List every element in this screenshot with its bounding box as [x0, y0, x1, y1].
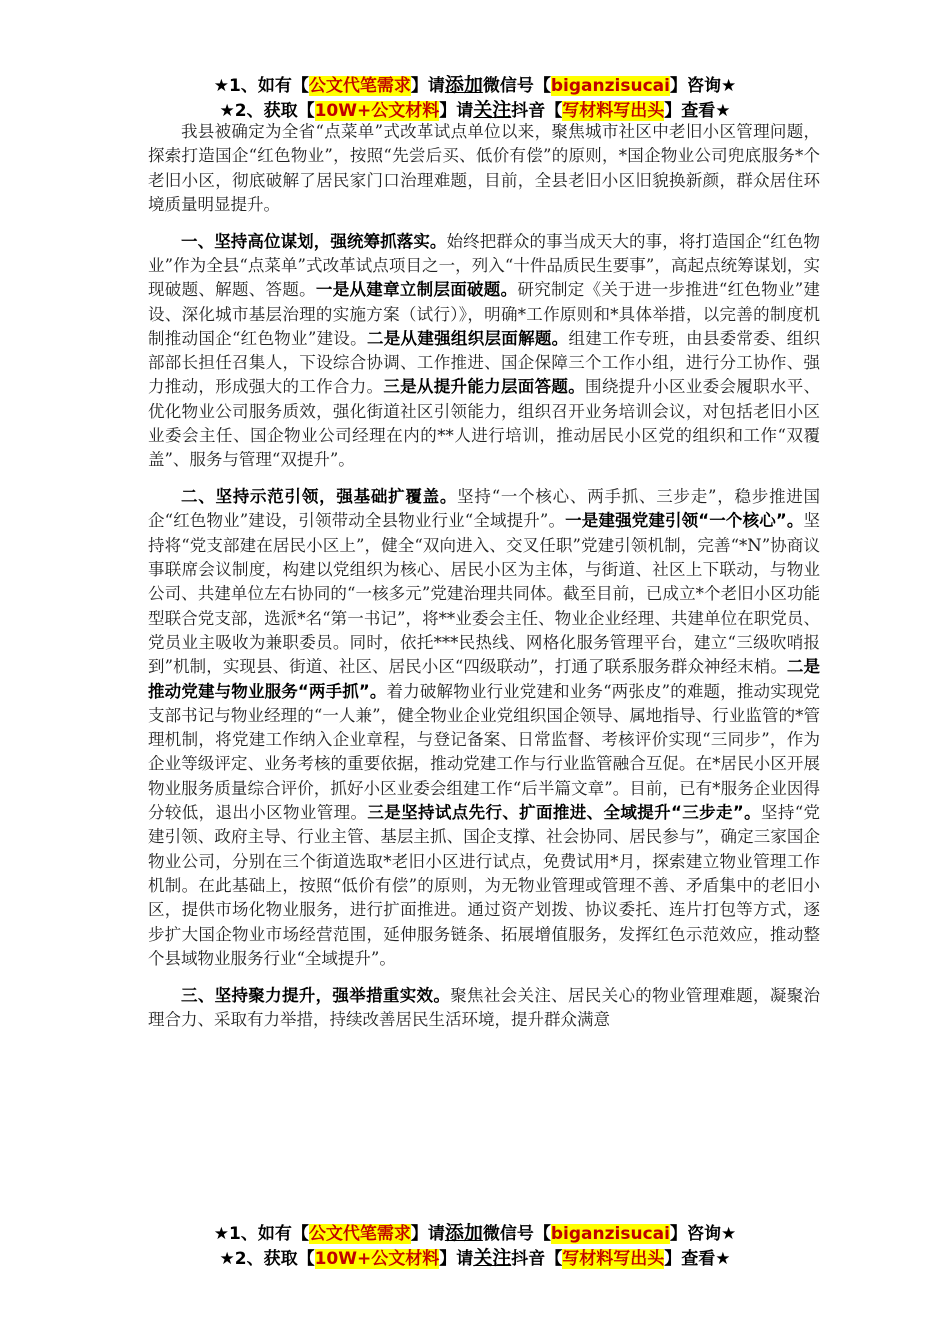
section-3-paragraph — [148, 984, 820, 1033]
promo-highlight: 10W+公文材料 — [314, 1249, 440, 1269]
promo-text: 】咨询★ — [669, 1224, 737, 1244]
promo-text: 】咨询★ — [669, 76, 737, 96]
promo-text: ★1、如有【 — [213, 76, 309, 96]
body-text: 始终把群众的事当成天大的事，将打造国企“红色物业”作为全县“点菜单”式改革试点项目之一，列入“十件品质民生要事”，高起点统筹谋划，实现破题、解题、答题。 — [148, 231, 820, 300]
header-promo-line-2 — [0, 95, 950, 122]
point-heading: 一是建强党建引领“一个核心”。 — [565, 511, 804, 531]
promo-text: ★2、获取【 — [219, 1249, 315, 1269]
promo-text: 】查看★ — [664, 101, 731, 121]
body-text: 聚焦社会关注、居民关心的物业管理难题，凝聚治理合力、采取有力举措，持续改善居民生活环境，提升群众满意 — [148, 985, 821, 1029]
wechat-id-highlight: biganzisucai — [550, 1224, 670, 1244]
body-text: 组建工作专班，由县委常委、组织部部长担任召集人，下设综合协调、工作推进、国企保障三个工作小组，进行分工协作、强力推动，形成强大的工作合力。 — [148, 328, 821, 397]
promo-text: 】请 — [439, 1249, 474, 1269]
promo-text: 微信号【 — [482, 76, 551, 96]
promo-emphasis: 关注 — [473, 99, 512, 121]
point-heading: 三是从提升能力层面答题。 — [383, 377, 586, 397]
point-heading: 一是从建章立制层面破题。 — [315, 280, 518, 300]
promo-emphasis: 添加 — [444, 74, 483, 96]
point-heading: 三是坚持试点先行、扩面推进、全域提升“三步走”。 — [367, 803, 761, 823]
promo-highlight: 公文代笔需求 — [308, 1224, 411, 1244]
body-text: 坚持“党建引领、政府主导、行业主管、基层主抓、国企支撑、社会协同、居民参与”，确定三家国企物业公司，分别在三个街道选取*老旧小区进行试点，免费试用*月，探索建立物业管理工作机制。在此基础上，按照“低价有偿”的原则，为无物业管理或管理不善、矛盾集中的老旧小区，提供市场化物业服务，进行扩面推进。通过资产划拨、协议委托、连片打包等方式，逐步扩大国企物业市场经营范围，延伸服务链条、拓展增值服务，发挥红色示范效应，推动整个县域物业服务行业“全域提升”。 — [148, 803, 821, 968]
wechat-id-highlight: biganzisucai — [550, 76, 670, 96]
section-2-paragraph — [148, 485, 820, 971]
body-text: 围绕提升小区业委会履职水平、优化物业公司服务质效，强化街道社区引领能力，组织召开业务培训会议，对包括老旧小区业委会主任、国企物业公司经理在内的**人进行培训，推动居民小区党的组织和工作“双覆盖”、服务与管理“双提升”。 — [148, 377, 821, 470]
intro-paragraph: 我县被确定为全省“点菜单”式改革试点单位以来，聚焦城市社区中老旧小区管理问题，探索打造国企“红色物业”，按照“先尝后买、低价有偿”的原则，*国企物业公司兜底服务*个老旧小区，彻底破解了居民家门口治理难题，目前，全县老旧小区旧貌换新颜，群众居住环境质量明显提升。 — [148, 122, 820, 214]
promo-highlight: 公文代笔需求 — [308, 76, 411, 96]
promo-text: 】请 — [439, 101, 474, 121]
promo-text: 】请 — [410, 1224, 445, 1244]
section-1-paragraph — [148, 230, 820, 473]
footer-promo-line-1 — [0, 1218, 950, 1245]
promo-emphasis: 关注 — [473, 1247, 512, 1269]
douyin-account-highlight: 写材料写出头 — [562, 1249, 665, 1269]
point-heading: 二是从建强组织层面解题。 — [366, 328, 569, 348]
promo-text: 抖音【 — [511, 101, 563, 121]
section-heading: 一、坚持高位谋划，强统筹抓落实。 — [181, 231, 447, 251]
section-heading: 二、坚持示范引领，强基础扩覆盖。 — [181, 487, 458, 507]
footer-promo-line-2 — [0, 1243, 950, 1270]
promo-text: 抖音【 — [511, 1249, 563, 1269]
douyin-account-highlight: 写材料写出头 — [562, 101, 665, 121]
promo-highlight: 10W+公文材料 — [314, 101, 440, 121]
body-text: 坚持“一个核心、两手抓、三步走”，稳步推进国企“红色物业”建设，引领带动全县物业行业“全域提升”。 — [148, 487, 821, 531]
promo-text: ★2、获取【 — [219, 101, 315, 121]
article-body — [148, 120, 820, 1045]
body-text: 着力破解物业行业党建和业务“两张皮”的难题，推动实现党支部书记与物业经理的“一人兼”，健全物业企业党组织国企领导、属地指导、行业监管的*管理机制，将党建工作纳入企业章程，与登记备案、日常监督、考核评价实现“三同步”，作为企业等级评定、业务考核的重要依据，推动党建工作与行业监管融合互促。在*居民小区开展物业服务质量综合评价，抓好小区业委会组建工作“后半篇文章”。目前，已有*服务企业因得分较低，退出小区物业管理。 — [148, 681, 820, 823]
promo-text: ★1、如有【 — [213, 1224, 309, 1244]
promo-text: 】查看★ — [664, 1249, 731, 1269]
body-text: 坚持将“党支部建在居民小区上”，健全“双向进入、交叉任职”党建引领机制，完善“*N”协商议事联席会议制度，构建以党组织为核心、居民小区为主体，与街道、社区上下联动，与物业公司、共建单位左右协同的“一核多元”党建治理共同体。截至目前，已成立*个老旧小区功能型联合党支部，选派*名“第一书记”，将**业委会主任、物业企业经理、共建单位在职党员、党员业主吸收为兼职委员。同时，依托***民热线、网格化服务管理平台，建立“三级吹哨报到”机制，实现县、街道、社区、居民小区“四级联动”，打通了联系服务群众神经末梢。 — [148, 511, 820, 677]
promo-text: 微信号【 — [482, 1224, 551, 1244]
promo-text: 】请 — [410, 76, 445, 96]
section-heading: 三、坚持聚力提升，强举措重实效。 — [181, 985, 451, 1005]
body-text: 研究制定《关于进一步推进“红色物业”建设、深化城市基层治理的实施方案（试行）》，明确*工作原则和*具体举措，以完善的制度机制推动国企“红色物业”建设。 — [148, 280, 821, 348]
header-promo-line-1 — [0, 70, 950, 97]
point-heading: 二是推动党建与物业服务“两手抓”。 — [148, 657, 820, 701]
promo-emphasis: 添加 — [444, 1222, 483, 1244]
